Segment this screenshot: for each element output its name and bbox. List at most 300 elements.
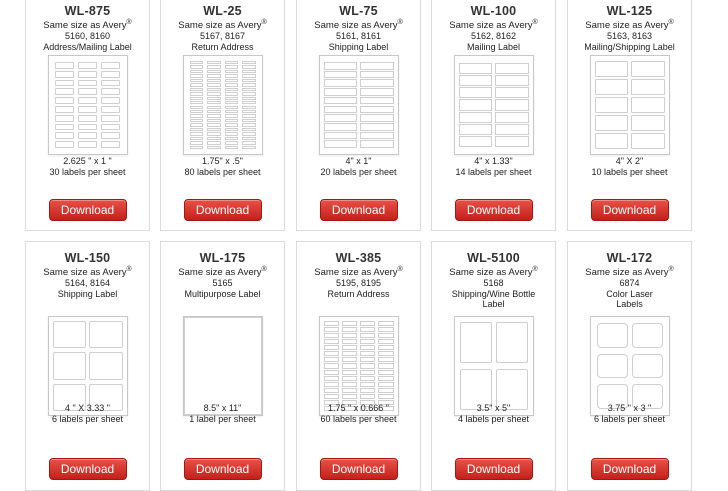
label-cell [360,370,375,375]
label-cell [190,146,204,149]
label-dimensions: 2.625 " x 1 " [63,156,112,166]
registered-mark: ® [668,18,674,26]
template-card-wl-100 [431,0,556,231]
label-cell [55,62,74,69]
label-cell [324,114,358,122]
label-dimensions: 4" X 2" [615,156,644,166]
label-cell [225,119,239,122]
registered-mark: ® [261,265,267,273]
label-cell [225,123,239,126]
label-cell [225,137,239,140]
label-cell [595,61,629,77]
label-cell [342,363,357,368]
label-cell [324,370,339,375]
template-card-wl-150 [25,241,150,491]
label-cell [190,128,204,131]
label-cell [225,128,239,131]
labels-per-sheet: 6 labels per sheet [51,414,124,424]
label-cell [360,123,394,131]
label-cell [101,132,120,139]
label-cell [324,132,358,140]
label-cell [324,88,358,96]
label-type: Shipping Label [328,41,389,52]
label-cell [190,70,204,73]
label-cell [360,106,394,114]
label-cell [324,79,358,87]
label-cell [207,141,221,144]
label-cell [597,354,628,379]
label-dimensions: 3.75 " x 3 " [607,403,652,413]
label-cell [324,394,339,399]
label-cell [78,80,97,87]
label-cell [190,88,204,91]
label-dimensions: 1.75" x .5" [202,156,243,166]
label-cell [225,92,239,95]
registered-mark: ® [397,18,403,26]
label-cell [342,321,357,326]
label-cell [597,323,628,348]
same-size-text: Same size as Avery [449,267,533,278]
label-cell [207,137,221,140]
label-cell [459,112,493,123]
label-cell [207,65,221,68]
label-cell [242,79,256,82]
label-cell [53,321,87,348]
label-cell [378,363,393,368]
label-cell [242,146,256,149]
label-cell [101,71,120,78]
template-card-wl-5100 [431,241,556,491]
label-type: Address/Mailing Label [43,41,132,52]
label-cell [324,376,339,381]
label-cell [225,146,239,149]
label-dimensions: 4" x 1.33" [474,156,513,166]
label-cell [207,110,221,113]
label-cell [324,345,339,350]
label-cell [190,106,204,109]
label-type: Color Laser [606,288,653,299]
label-cell [360,388,375,393]
label-cell [360,321,375,326]
label-cell [101,141,120,148]
label-cell [78,124,97,131]
label-cell [207,83,221,86]
template-code: WL-875 [64,4,111,18]
label-cell [225,83,239,86]
label-cell [324,363,339,368]
label-cell [360,357,375,362]
label-cell [324,106,358,114]
label-cell [324,351,339,356]
label-type: Mailing/Shipping Label [584,41,675,52]
label-cell [101,97,120,104]
label-cell [207,128,221,131]
label-cell [190,101,204,104]
label-cell [190,141,204,144]
label-cell [207,61,221,64]
label-cell [378,351,393,356]
label-cell [324,140,358,148]
label-cell [225,110,239,113]
download-button[interactable]: Download [591,458,669,480]
label-cell [324,357,339,362]
label-cell [495,75,529,86]
label-type-line2: Label [482,299,505,309]
label-cell [495,99,529,110]
label-cell [78,141,97,148]
template-code: WL-172 [606,251,653,265]
label-cell [207,101,221,104]
label-cell [53,352,87,379]
labels-per-sheet: 20 labels per sheet [320,167,397,177]
label-cell [190,97,204,100]
label-cell [190,132,204,135]
label-cell [207,146,221,149]
sheet-preview[interactable] [48,316,128,416]
label-cell [324,382,339,387]
label-cell [632,354,663,379]
same-size-text: Same size as Avery [178,267,262,278]
avery-numbers: 5165 [212,278,233,288]
label-cell [190,123,204,126]
label-cell [360,376,375,381]
label-cell [242,114,256,117]
registered-mark: ® [126,18,132,26]
label-cell [459,87,493,98]
label-cell [459,75,493,86]
label-cell [342,370,357,375]
template-card-wl-25 [160,0,285,231]
label-cell [360,62,394,70]
label-cell [207,79,221,82]
label-cell [89,321,123,348]
label-cell [324,123,358,131]
label-cell [190,110,204,113]
download-button[interactable]: Download [184,199,262,221]
label-cell [207,70,221,73]
label-cell [495,63,529,74]
label-cell [631,97,665,113]
label-dimensions: 3.5" x 5" [476,403,511,413]
label-cell [101,88,120,95]
label-cell [225,88,239,91]
label-cell [242,119,256,122]
label-cell [360,339,375,344]
registered-mark: ® [261,18,267,26]
download-button[interactable]: Download [49,199,127,221]
label-type-line2: Labels [616,299,643,309]
label-cell [631,79,665,95]
sheet-preview[interactable] [183,316,263,416]
same-size-text: Same size as Avery [314,20,398,31]
label-cell [190,79,204,82]
label-cell [459,136,493,147]
avery-numbers: 5161, 8161 [335,31,382,41]
label-cell [378,357,393,362]
registered-mark: ® [668,265,674,273]
label-cell [242,132,256,135]
label-cell [378,394,393,399]
label-cell [242,92,256,95]
download-button[interactable]: Download [320,199,398,221]
label-cell [190,61,204,64]
label-cell [632,323,663,348]
label-cell [225,65,239,68]
label-cell [207,119,221,122]
label-cell [360,114,394,122]
label-cell [378,345,393,350]
template-code: WL-5100 [467,251,520,265]
label-cell [324,388,339,393]
label-cell [342,339,357,344]
label-cell [190,65,204,68]
label-type: Mailing Label [466,41,521,52]
label-cell [225,132,239,135]
sheet-preview[interactable] [183,55,263,155]
label-cell [78,97,97,104]
label-cell [495,87,529,98]
template-code: WL-175 [199,251,246,265]
label-cell [360,97,394,105]
labels-per-sheet: 80 labels per sheet [184,167,261,177]
label-cell [242,106,256,109]
label-cell [207,92,221,95]
label-cell [342,345,357,350]
label-cell [190,74,204,77]
avery-numbers: 5162, 8162 [470,31,517,41]
download-button[interactable]: Download [455,458,533,480]
label-cell [360,363,375,368]
label-cell [190,114,204,117]
template-code: WL-100 [470,4,517,18]
label-cell [225,74,239,77]
label-cell [225,61,239,64]
label-cell [378,370,393,375]
label-cell [207,88,221,91]
sheet-preview[interactable] [319,316,399,416]
label-cell [78,115,97,122]
download-button[interactable]: Download [320,458,398,480]
label-cell [78,132,97,139]
registered-mark: ® [532,265,538,273]
label-cell [242,97,256,100]
template-code: WL-25 [203,4,242,18]
same-size-text: Same size as Avery [585,267,669,278]
label-cell [360,394,375,399]
label-cell [78,62,97,69]
labels-per-sheet: 6 labels per sheet [593,414,666,424]
label-cell [378,376,393,381]
label-cell [242,128,256,131]
label-cell [324,321,339,326]
label-cell [360,88,394,96]
label-cell [495,124,529,135]
registered-mark: ® [397,265,403,273]
label-cell [89,352,123,379]
label-cell [207,97,221,100]
label-cell [55,124,74,131]
label-cell [360,132,394,140]
label-cell [631,61,665,77]
label-cell [55,132,74,139]
avery-numbers: 5164, 8164 [64,278,111,288]
template-card-wl-875 [25,0,150,231]
label-cell [225,141,239,144]
label-cell [225,79,239,82]
label-cell [101,115,120,122]
same-size-text: Same size as Avery [585,20,669,31]
label-cell [242,137,256,140]
label-cell [595,133,629,149]
label-cell [378,327,393,332]
label-cell [631,133,665,149]
label-cell [190,83,204,86]
label-cell [242,110,256,113]
label-cell [78,106,97,113]
label-cell [378,321,393,326]
template-card-wl-385 [296,241,421,491]
labels-per-sheet: 30 labels per sheet [49,167,126,177]
sheet-preview[interactable] [454,316,534,416]
label-dimensions: 1.75 " x 0.666 " [328,403,389,413]
label-cell [460,322,492,363]
label-cell [324,97,358,105]
template-card-wl-172 [567,241,692,491]
label-cell [242,141,256,144]
label-type: Multipurpose Label [184,288,261,299]
labels-per-sheet: 60 labels per sheet [320,414,397,424]
download-button[interactable]: Download [591,199,669,221]
label-cell [101,62,120,69]
label-cell [242,61,256,64]
label-dimensions: 4" x 1" [345,156,372,166]
label-cell [342,394,357,399]
label-cell [342,388,357,393]
labels-per-sheet: 1 label per sheet [189,414,256,424]
label-cell [378,388,393,393]
label-cell [101,124,120,131]
label-dimensions: 4 " X 3.33 " [65,403,110,413]
avery-numbers: 5195, 8195 [335,278,382,288]
label-cell [225,101,239,104]
label-cell [242,74,256,77]
labels-per-sheet: 10 labels per sheet [591,167,668,177]
sheet-preview[interactable] [590,316,670,416]
same-size-text: Same size as Avery [43,20,127,31]
template-code: WL-385 [335,251,382,265]
label-cell [225,70,239,73]
label-cell [101,80,120,87]
sheet-preview[interactable] [48,55,128,155]
label-cell [342,376,357,381]
template-code: WL-75 [339,4,378,18]
label-cell [324,62,358,70]
label-cell [207,114,221,117]
label-cell [242,101,256,104]
label-cell [360,327,375,332]
label-cell [324,71,358,79]
download-button[interactable]: Download [455,199,533,221]
label-cell [242,65,256,68]
label-type: Return Address [327,288,390,299]
sheet-preview[interactable] [454,55,534,155]
avery-numbers: 5160, 8160 [64,31,111,41]
label-cell [207,106,221,109]
same-size-text: Same size as Avery [178,20,262,31]
label-cell [496,322,528,363]
label-cell [190,119,204,122]
label-type: Shipping Label [57,288,118,299]
label-cell [242,88,256,91]
label-cell [55,80,74,87]
label-cell [324,333,339,338]
label-cell [55,97,74,104]
avery-numbers: 6874 [619,278,640,288]
label-cell [360,382,375,387]
label-cell [378,382,393,387]
label-cell [495,112,529,123]
label-cell [78,88,97,95]
label-cell [324,339,339,344]
label-cell [360,345,375,350]
label-cell [324,327,339,332]
label-cell [360,71,394,79]
label-cell [55,71,74,78]
same-size-text: Same size as Avery [314,267,398,278]
download-button[interactable]: Download [49,458,127,480]
label-cell [631,115,665,131]
registered-mark: ® [126,265,132,273]
label-cell [360,140,394,148]
label-cell [242,123,256,126]
sheet-preview[interactable] [590,55,670,155]
label-cell [360,351,375,356]
label-cell [342,351,357,356]
label-cell [242,70,256,73]
label-cell [595,79,629,95]
label-cell [342,333,357,338]
template-card-wl-175 [160,241,285,491]
label-cell [595,115,629,131]
labels-per-sheet: 14 labels per sheet [455,167,532,177]
template-code: WL-125 [606,4,653,18]
download-button[interactable]: Download [184,458,262,480]
same-size-text: Same size as Avery [43,267,127,278]
label-cell [101,106,120,113]
same-size-text: Same size as Avery [449,20,533,31]
label-cell [459,63,493,74]
label-cell [360,79,394,87]
label-cell [55,88,74,95]
label-cell [184,317,262,415]
label-cell [459,124,493,135]
label-dimensions: 8.5" x 11" [203,403,242,413]
label-type: Shipping/Wine Bottle [451,288,536,299]
label-cell [78,71,97,78]
labels-per-sheet: 4 labels per sheet [457,414,530,424]
template-card-wl-75 [296,0,421,231]
label-cell [225,97,239,100]
label-cell [207,123,221,126]
label-cell [360,333,375,338]
label-cell [55,141,74,148]
label-cell [342,327,357,332]
sheet-preview[interactable] [319,55,399,155]
template-code: WL-150 [64,251,111,265]
label-cell [225,106,239,109]
label-cell [207,132,221,135]
label-cell [55,106,74,113]
